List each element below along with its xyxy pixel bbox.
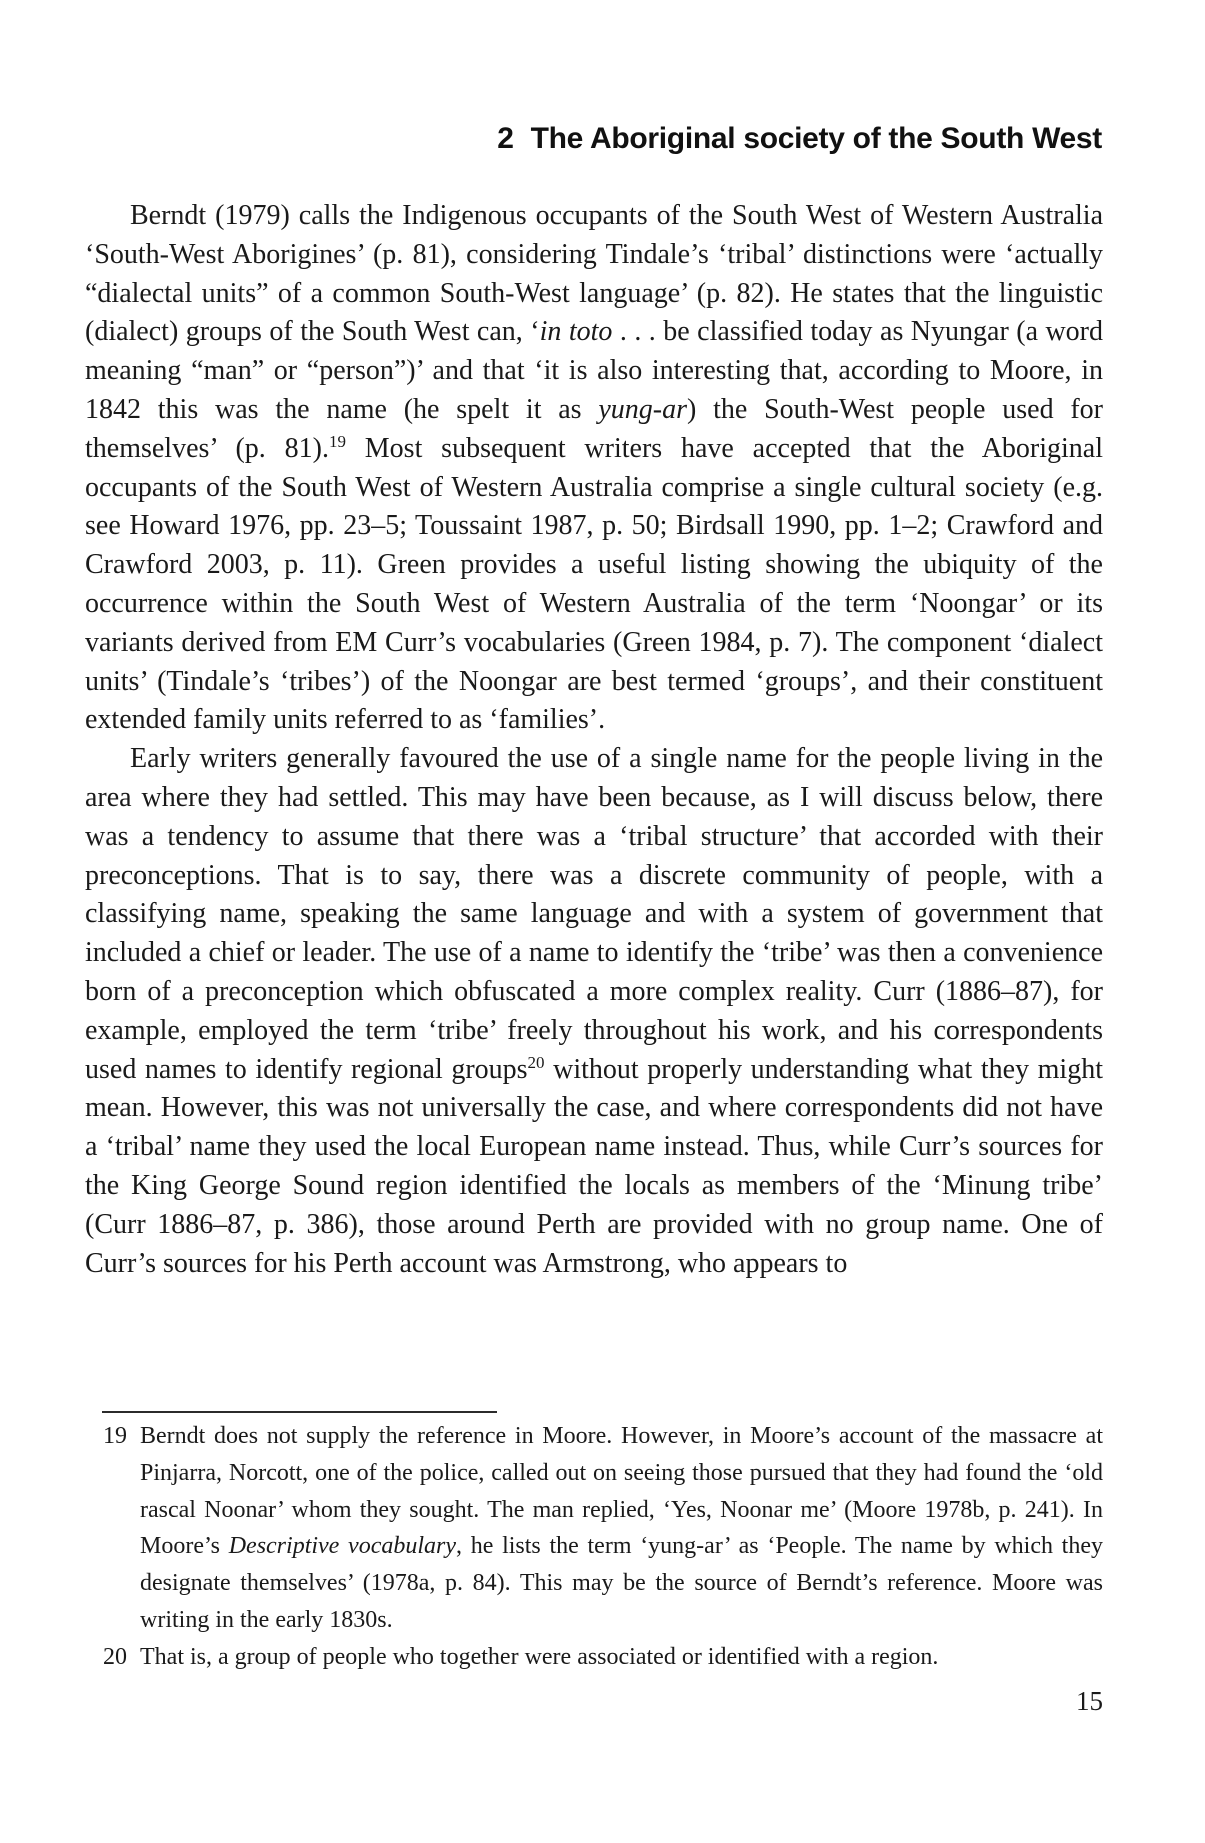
- footnote-separator: [102, 1411, 497, 1413]
- footnote-19: [103, 1418, 1103, 1639]
- main-text-block: [85, 197, 1103, 1283]
- footnote-marker-20: 20: [527, 1052, 545, 1072]
- text-run: , he lists the term ‘yung-ar’ as ‘People. The name by which they designate themselves’ (1978a, p. 84). This may be the source of Berndt’s reference. Moore was writing in the early 1830s.: [140, 1533, 1104, 1633]
- footnote-20: [103, 1639, 1103, 1676]
- footnote-text: [140, 1418, 1103, 1639]
- chapter-title: The Aboriginal society of the South West: [530, 122, 1102, 155]
- footnote-number: 20: [103, 1643, 127, 1670]
- footnote-text: [140, 1639, 1103, 1676]
- text-run: Early writers generally favoured the use of a single name for the people living in the area where they had settled. This may have been because, as I will discuss below, there was a tendency to assume that there was a ‘tribal structure’ that accorded with their preconceptions. That is to say, there was a discrete community of people, with a classifying name, speaking the same language and with a system of government that included a chief or leader. The use of a name to identify the ‘tribe’ was then a convenience born of a preconception which obfuscated a more complex reality. Curr (1886–87), for example, employed the term ‘tribe’ freely throughout his work, and his correspondents used names to identify regional groups: [85, 743, 1103, 1085]
- page-number: 15: [1076, 1686, 1103, 1716]
- text-run-italic: Descriptive vocabulary: [228, 1533, 457, 1560]
- chapter-number: 2: [497, 122, 514, 155]
- footnote-marker-19: 19: [328, 431, 346, 451]
- paragraph-1: [85, 197, 1103, 740]
- text-run: ) the South-West people used for themselves’ (p. 81).: [85, 393, 1104, 464]
- paragraph-2: [85, 740, 1103, 1283]
- footnotes-block: [103, 1418, 1103, 1676]
- running-head: [497, 124, 1102, 154]
- text-run: . . . be classified today as Nyungar (a word meaning “man” or “person”)’ and that ‘it is also interesting that, according to Moore, in 1842 this was the name (he spelt it as: [85, 316, 1104, 425]
- text-run: without properly understanding what they might mean. However, this was not universally the case, and where correspondents did not have a ‘tribal’ name they used the local European name instead. Thus, while Curr’s sources for the King George Sound region identified the locals as members of the ‘Minung tribe’ (Curr 1886–87, p. 386), those around Perth are provided with no group name. One of Curr’s sources for his Perth account was Armstrong, who appears to: [85, 1053, 1103, 1279]
- footnote-number: 19: [103, 1423, 127, 1449]
- text-run-italic: yung-ar: [598, 393, 688, 425]
- text-run-italic: in toto: [539, 316, 613, 348]
- text-run: Berndt does not supply the reference in Moore. However, in Moore’s account of the massacre at Pinjarra, Norcott, one of the police, called out on seeing those pursued that they had found the ‘old rascal Noonar’ whom they sought. The man replied, ‘Yes, Noonar me’ (Moore 1978b, p. 241). In Moore’s: [140, 1423, 1103, 1560]
- text-run: That is, a group of people who together were associated or identified with a region.: [140, 1643, 939, 1670]
- text-run: Most subsequent writers have accepted that the Aboriginal occupants of the South West of Western Australia comprise a single cultural society (e.g. see Howard 1976, pp. 23–5; Toussaint 1987, p. 50; Birdsall 1990, pp. 1–2; Crawford and Crawford 2003, p. 11). Green provides a useful listing showing the ubiquity of the occurrence within the South West of Western Australia of the term ‘Noongar’ or its variants derived from EM Curr’s vocabularies (Green 1984, p. 7). The component ‘dialect units’ (Tindale’s ‘tribes’) of the Noongar are best termed ‘groups’, and their constituent extended family units referred to as ‘families’.: [85, 432, 1103, 736]
- text-run: Berndt (1979) calls the Indigenous occupants of the South West of Western Australia ‘South-West Aborigines’ (p. 81), considering Tindale’s ‘tribal’ distinctions were ‘actually “dialectal units” of a common South-West language’ (p. 82). He states that the linguistic (dialect) groups of the South West can, ‘: [85, 200, 1103, 348]
